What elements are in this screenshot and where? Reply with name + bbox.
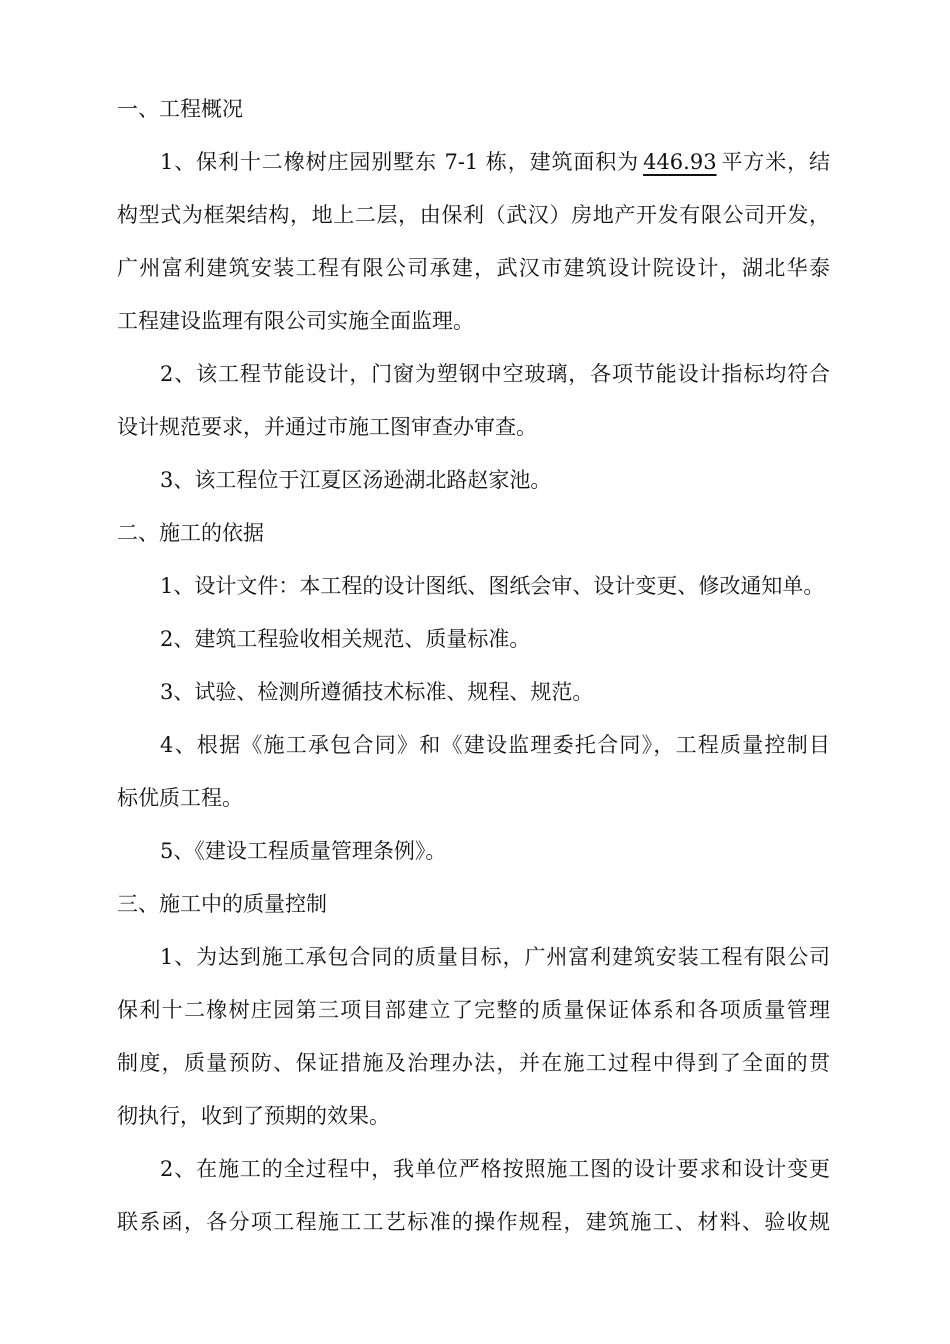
- paragraph-line: 构型式为框架结构，地上二层，由保利（武汉）房地产开发有限公司开发，: [117, 203, 830, 227]
- section-heading-quality-control: 三、施工中的质量控制: [117, 892, 327, 916]
- paragraph-line: 1、为达到施工承包合同的质量目标，广州富利建筑安装工程有限公司: [160, 945, 830, 969]
- paragraph-line: 广州富利建筑安装工程有限公司承建，武汉市建筑设计院设计，湖北华泰: [117, 256, 830, 280]
- paragraph-line: 3、该工程位于江夏区汤逊湖北路赵家池。: [160, 468, 552, 492]
- paragraph-line: 工程建设监理有限公司实施全面监理。: [117, 309, 474, 333]
- paragraph-line: 2、在施工的全过程中，我单位严格按照施工图的设计要求和设计变更: [160, 1157, 830, 1181]
- paragraph-line: 5、《建设工程质量管理条例》。: [160, 839, 447, 863]
- paragraph-line: 保利十二橡树庄园第三项目部建立了完整的质量保证体系和各项质量管理: [117, 998, 830, 1022]
- paragraph-text: 1、保利十二橡树庄园别墅东 7-1 栋，建筑面积为: [160, 150, 640, 174]
- paragraph-line: 设计规范要求，并通过市施工图审查办审查。: [117, 415, 537, 439]
- paragraph-line: [160, 147, 830, 177]
- section-heading-overview: 一、工程概况: [117, 97, 243, 121]
- paragraph-line: 3、试验、检测所遵循技术标准、规程、规范。: [160, 680, 594, 704]
- paragraph-line: 2、建筑工程验收相关规范、质量标准。: [160, 627, 531, 651]
- paragraph-line: 标优质工程。: [117, 786, 243, 810]
- paragraph-line: 2、该工程节能设计，门窗为塑钢中空玻璃，各项节能设计指标均符合: [160, 362, 830, 386]
- paragraph-line: 4、根据《施工承包合同》和《建设监理委托合同》，工程质量控制目: [160, 733, 830, 757]
- paragraph-text: 平方米，结: [720, 150, 831, 174]
- building-area-value: 446.93: [643, 150, 717, 174]
- section-heading-basis: 二、施工的依据: [117, 521, 264, 545]
- paragraph-line: 制度，质量预防、保证措施及治理办法，并在施工过程中得到了全面的贯: [117, 1051, 830, 1075]
- paragraph-line: 1、设计文件：本工程的设计图纸、图纸会审、设计变更、修改通知单。: [160, 574, 825, 598]
- paragraph-line: 彻执行，收到了预期的效果。: [117, 1104, 390, 1128]
- paragraph-line: 联系函，各分项工程施工工艺标准的操作规程，建筑施工、材料、验收规: [117, 1210, 830, 1234]
